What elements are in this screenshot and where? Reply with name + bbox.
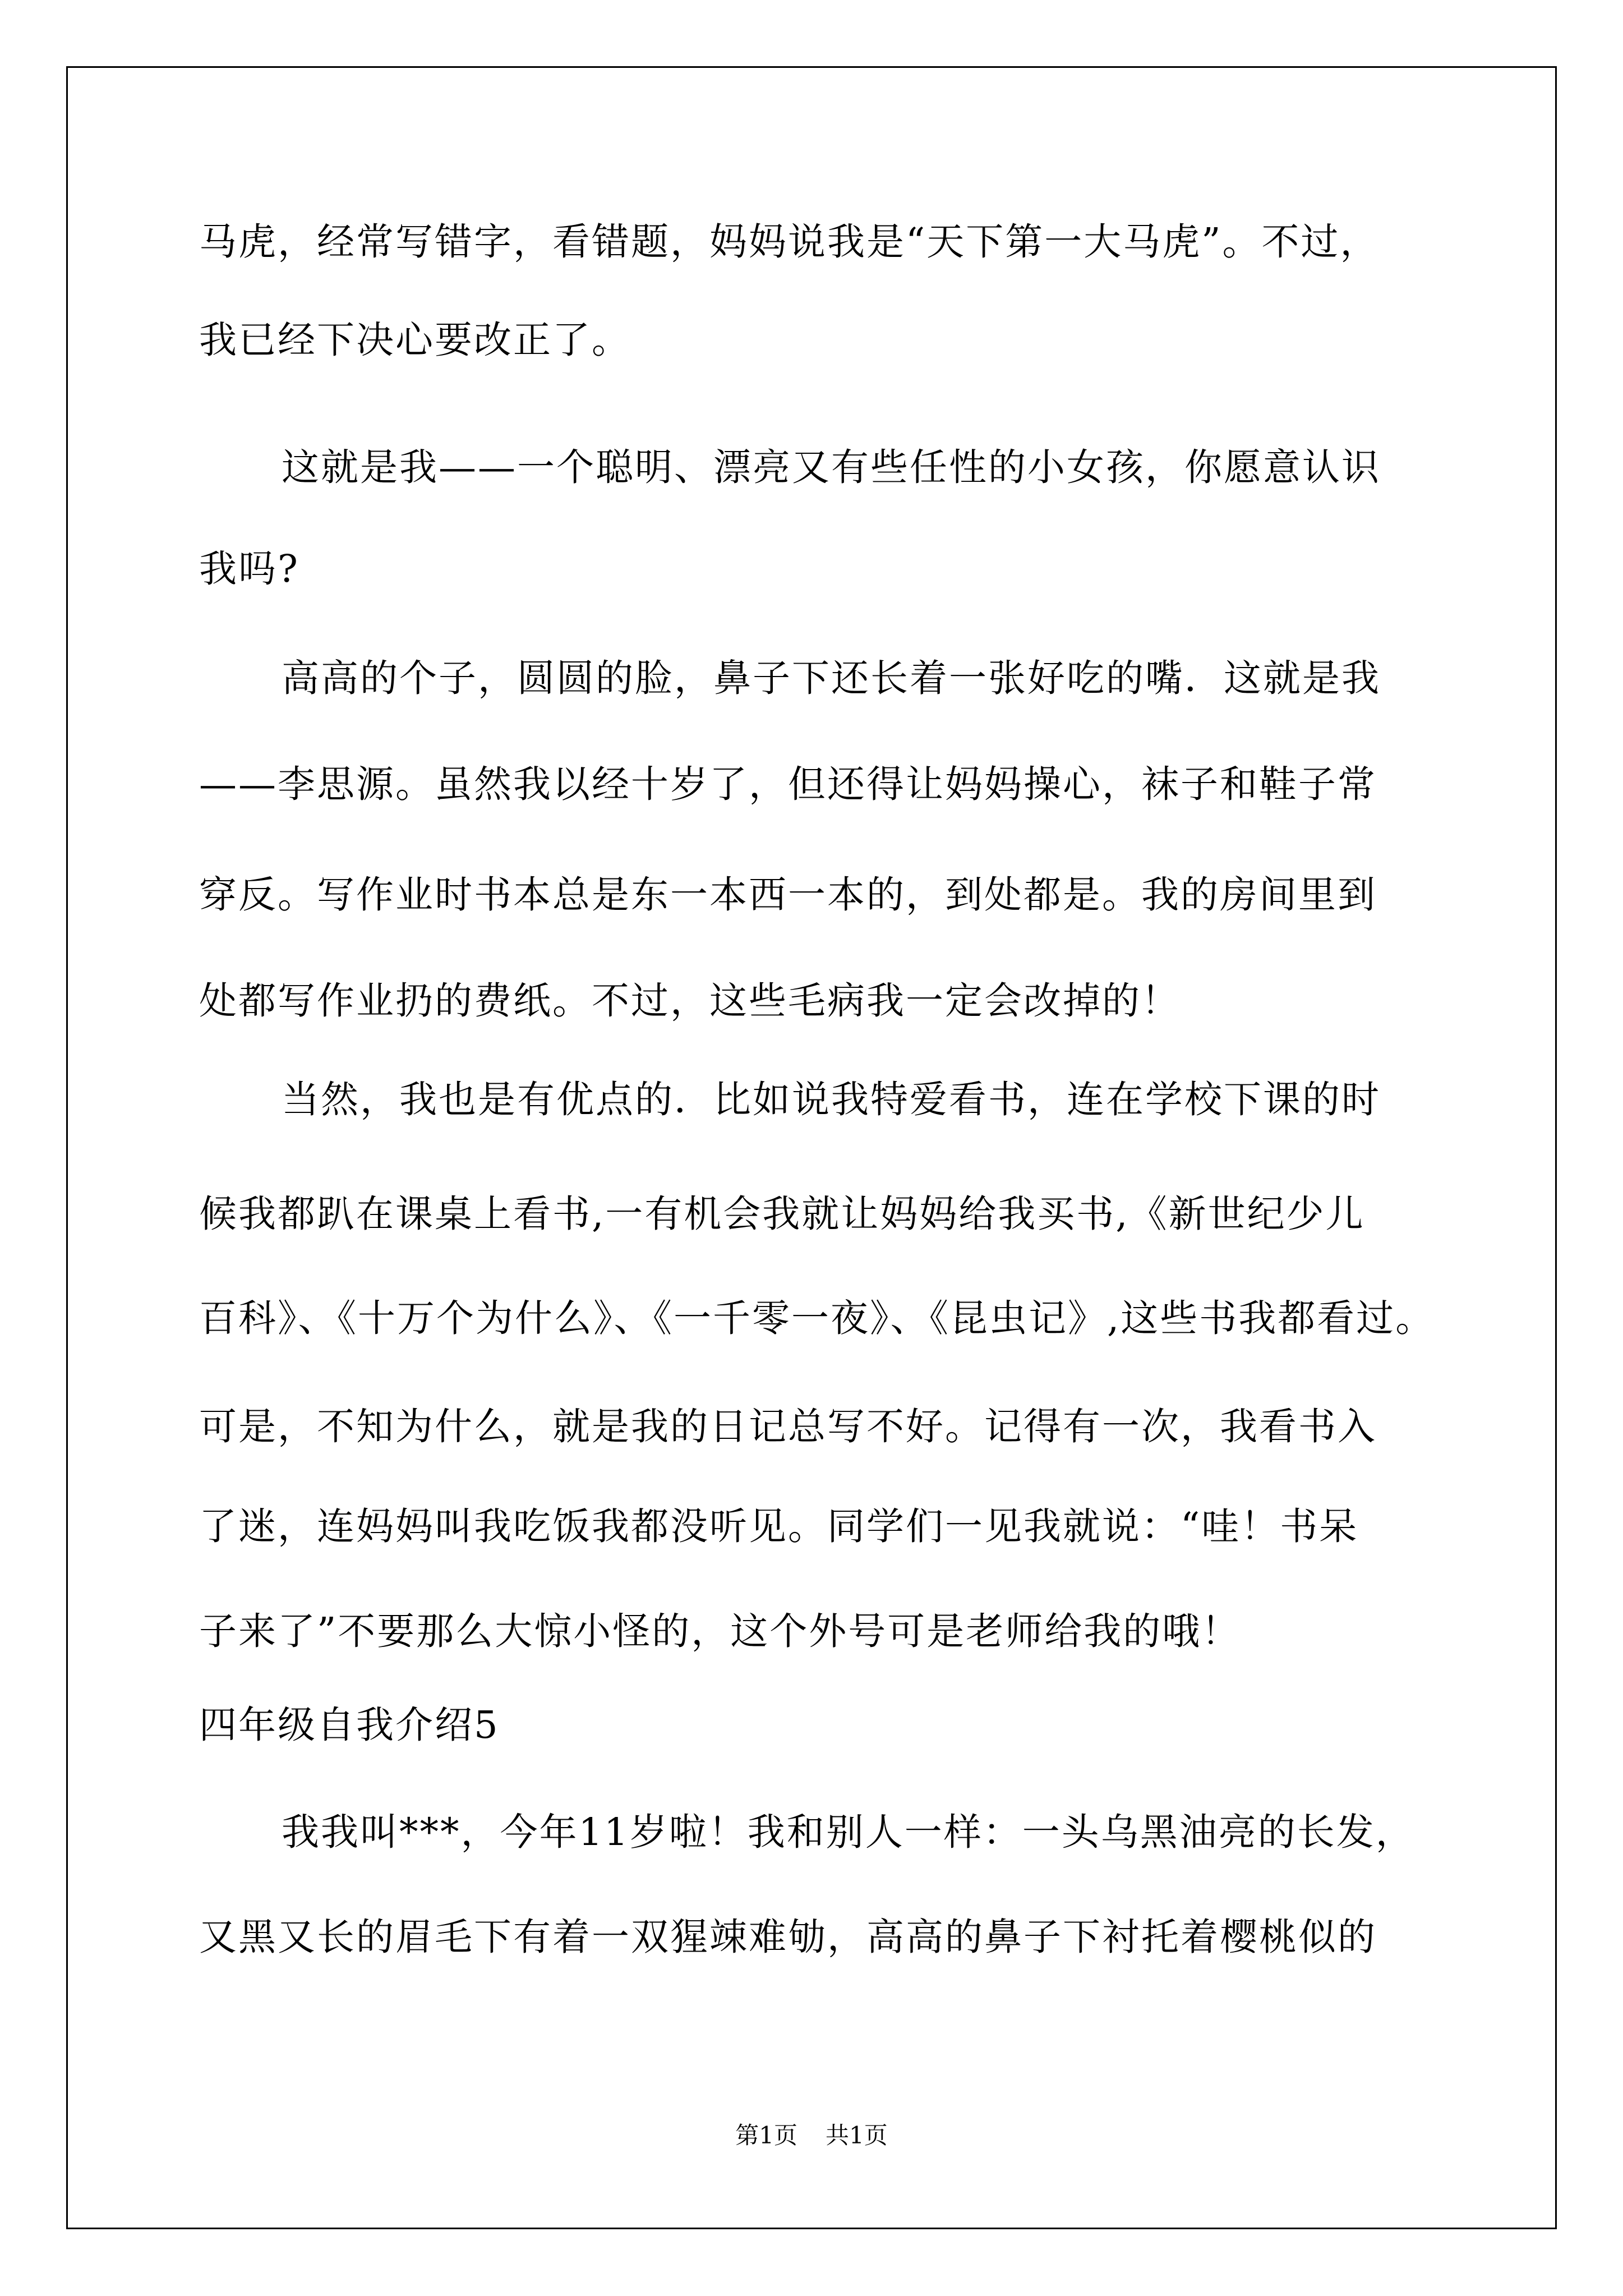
text-line: 又黑又长的眉毛下有着一双猩竦难劬，高高的鼻子下衬托着樱桃似的 — [199, 1915, 1377, 1959]
page-footer — [0, 2122, 1623, 2150]
text-line: 了迷，连妈妈叫我吃饭我都没听见。同学们一见我就说：“哇！书呆 — [199, 1504, 1359, 1548]
text-line: 子来了”不要那么大惊小怪的，这个外号可是老师给我的哦！ — [199, 1609, 1241, 1653]
text-line: 处都写作业扔的费纸。不过，这些毛病我一定会改掉的！ — [199, 979, 1181, 1023]
text-line: 马虎，经常写错字，看错题，妈妈说我是“天下第一大马虎”。不过， — [199, 220, 1380, 264]
page-total: 共1页 — [826, 2122, 888, 2149]
text-line: 我已经下决心要改正了。 — [199, 318, 631, 362]
text-line: 百科》、《十万个为什么》、《一千零一夜》、《昆虫记》,这些书我都看过。 — [199, 1296, 1435, 1340]
text-line: 这就是我——一个聪明、漂亮又有些任性的小女孩，你愿意认识 — [282, 445, 1381, 489]
page-number: 第1页 — [735, 2122, 797, 2149]
text-line: 高高的个子，圆圆的脸，鼻子下还长着一张好吃的嘴．这就是我 — [282, 656, 1381, 700]
page-frame — [66, 66, 1557, 2229]
text-line: 可是，不知为什么，就是我的日记总写不好。记得有一次，我看书入 — [199, 1405, 1377, 1448]
text-line: ——李思源。虽然我以经十岁了，但还得让妈妈操心，袜子和鞋子常 — [199, 762, 1377, 806]
text-line: 我吗? — [199, 547, 299, 591]
text-line: 我我叫***，今年11岁啦！我和别人一样：一头乌黑油亮的长发， — [282, 1810, 1415, 1854]
section-heading: 四年级自我介绍5 — [199, 1703, 500, 1747]
text-line: 候我都趴在课桌上看书,一有机会我就让妈妈给我买书,《新世纪少儿 — [199, 1192, 1365, 1236]
text-line: 当然，我也是有优点的．比如说我特爱看书，连在学校下课的时 — [282, 1078, 1381, 1121]
text-line: 穿反。写作业时书本总是东一本西一本的，到处都是。我的房间里到 — [199, 873, 1377, 917]
